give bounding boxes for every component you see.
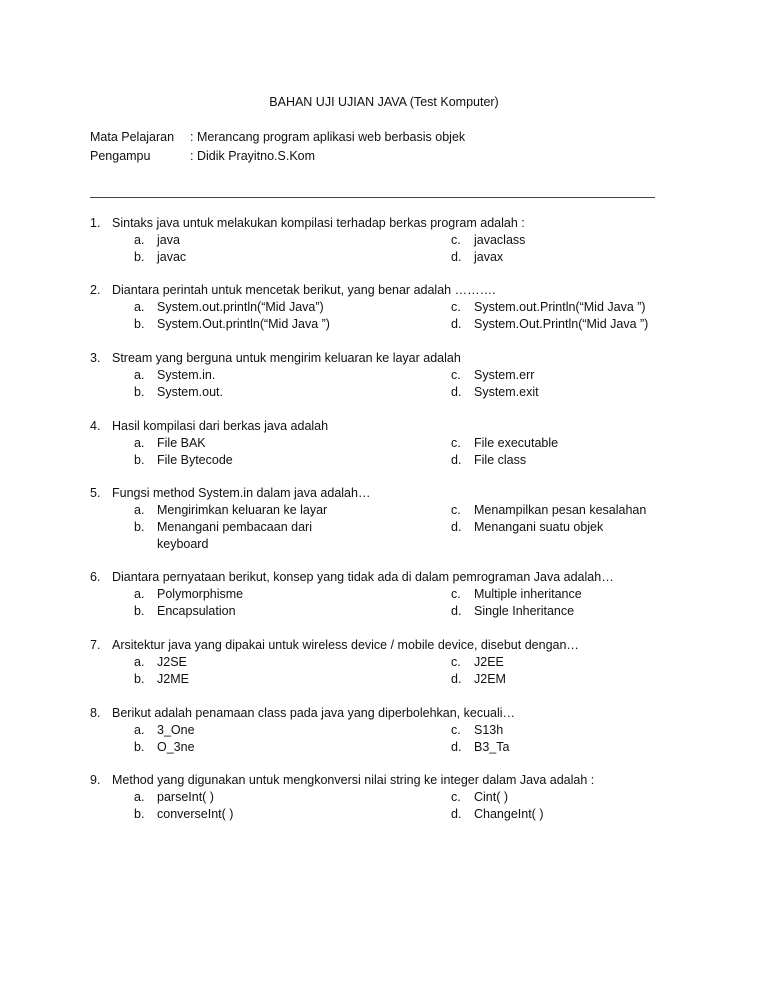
option-letter: a.: [134, 368, 145, 382]
meta-subject-value: : Merancang program aplikasi web berbasis objek: [190, 130, 466, 144]
option-letter: d.: [451, 740, 462, 754]
option-letter: d.: [451, 385, 462, 399]
question-text: Method yang digunakan untuk mengkonversi nilai string ke integer dalam Java adalah :: [112, 773, 595, 787]
question-number: 5.: [90, 486, 101, 500]
option-text: System.in.: [157, 368, 216, 382]
option-letter: b.: [134, 317, 145, 331]
option-letter: d.: [451, 520, 462, 534]
option-letter: b.: [134, 453, 145, 467]
option-letter: a.: [134, 503, 145, 517]
option-text: O_3ne: [157, 740, 195, 754]
meta-teacher-value: : Didik Prayitno.S.Kom: [190, 149, 316, 163]
option-letter: d.: [451, 317, 462, 331]
option-letter: c.: [451, 368, 461, 382]
question-number: 4.: [90, 419, 101, 433]
question-text: Stream yang berguna untuk mengirim keluaran ke layar adalah: [112, 351, 461, 365]
option-letter: d.: [451, 250, 462, 264]
option-text: S13h: [474, 723, 504, 737]
meta-subject-label: Mata Pelajaran: [90, 130, 175, 144]
question-number: 8.: [90, 706, 101, 720]
question-text: Hasil kompilasi dari berkas java adalah: [112, 419, 329, 433]
option-letter: b.: [134, 385, 145, 399]
option-letter: d.: [451, 604, 462, 618]
option-text: System.out.println(“Mid Java”): [157, 300, 324, 314]
option-text: converseInt( ): [157, 807, 234, 821]
option-letter: c.: [451, 503, 461, 517]
question-9: [90, 772, 665, 823]
option-text: Menampilkan pesan kesalahan: [474, 503, 647, 517]
question-text: Sintaks java untuk melakukan kompilasi terhadap berkas program adalah :: [112, 216, 525, 230]
option-letter: d.: [451, 453, 462, 467]
option-text: ChangeInt( ): [474, 807, 544, 821]
question-number: 1.: [90, 216, 101, 230]
meta-teacher: [90, 149, 315, 163]
option-text: J2EE: [474, 655, 504, 669]
option-text: javaclass: [474, 233, 526, 247]
option-text: java: [157, 233, 180, 247]
option-text: Single Inheritance: [474, 604, 575, 618]
option-letter: d.: [451, 672, 462, 686]
option-text: 3_One: [157, 723, 195, 737]
option-letter: b.: [134, 807, 145, 821]
option-text: B3_Ta: [474, 740, 510, 754]
question-text: Diantara pernyataan berikut, konsep yang tidak ada di dalam pemrograman Java adalah…: [112, 570, 614, 584]
option-text: J2EM: [474, 672, 506, 686]
question-number: 3.: [90, 351, 101, 365]
option-text: System.out.Println(“Mid Java ”): [474, 300, 646, 314]
question-number: 7.: [90, 638, 101, 652]
option-letter: a.: [134, 587, 145, 601]
question-3: [90, 350, 665, 401]
question-8: [90, 705, 665, 756]
option-letter: d.: [451, 807, 462, 821]
option-letter: c.: [451, 790, 461, 804]
option-letter: c.: [451, 436, 461, 450]
option-text: System.Out.println(“Mid Java ”): [157, 317, 330, 331]
question-1: [90, 215, 665, 266]
option-text: Polymorphisme: [157, 587, 244, 601]
option-letter: a.: [134, 723, 145, 737]
question-text: Berikut adalah penamaan class pada java yang diperbolehkan, kecuali…: [112, 706, 516, 720]
option-text: File BAK: [157, 436, 206, 450]
question-6: [90, 569, 665, 620]
meta-subject: [90, 130, 465, 144]
question-number: 6.: [90, 570, 101, 584]
question-number: 9.: [90, 773, 101, 787]
question-text: Arsitektur java yang dipakai untuk wireless device / mobile device, disebut dengan…: [112, 638, 579, 652]
option-letter: b.: [134, 740, 145, 754]
option-text: parseInt( ): [157, 790, 214, 804]
option-text: javac: [157, 250, 187, 264]
question-text: Diantara perintah untuk mencetak berikut, yang benar adalah ……….: [112, 283, 496, 297]
option-text: Encapsulation: [157, 604, 236, 618]
option-letter: a.: [134, 300, 145, 314]
option-text: File class: [474, 453, 527, 467]
question-number: 2.: [90, 283, 101, 297]
question-4: [90, 418, 665, 469]
option-text: Mengirimkan keluaran ke layar: [157, 503, 328, 517]
option-letter: b.: [134, 604, 145, 618]
option-letter: c.: [451, 233, 461, 247]
option-text: System.exit: [474, 385, 539, 399]
question-5: [90, 485, 665, 553]
question-2: [90, 282, 665, 333]
option-letter: c.: [451, 655, 461, 669]
option-letter: a.: [134, 436, 145, 450]
option-text: System.Out.Println(“Mid Java ”): [474, 317, 649, 331]
option-letter: a.: [134, 790, 145, 804]
option-text: System.err: [474, 368, 535, 382]
option-letter: c.: [451, 723, 461, 737]
option-text: javax: [474, 250, 504, 264]
option-text: Menangani pembacaan dari keyboard: [157, 520, 312, 551]
meta-teacher-label: Pengampu: [90, 149, 151, 163]
option-text: File executable: [474, 436, 559, 450]
option-text: Menangani suatu objek: [474, 520, 604, 534]
option-letter: c.: [451, 587, 461, 601]
option-text: J2SE: [157, 655, 187, 669]
option-letter: a.: [134, 655, 145, 669]
option-letter: c.: [451, 300, 461, 314]
option-text: Multiple inheritance: [474, 587, 582, 601]
option-letter: b.: [134, 520, 145, 534]
option-text: System.out.: [157, 385, 223, 399]
option-text: Cint( ): [474, 790, 509, 804]
option-letter: b.: [134, 672, 145, 686]
document-title: BAHAN UJI UJIAN JAVA (Test Komputer): [269, 95, 499, 109]
divider-line: [90, 197, 655, 198]
option-letter: b.: [134, 250, 145, 264]
question-7: [90, 637, 665, 688]
option-text: File Bytecode: [157, 453, 233, 467]
question-text: Fungsi method System.in dalam java adalah…: [112, 486, 371, 500]
option-text: J2ME: [157, 672, 189, 686]
option-letter: a.: [134, 233, 145, 247]
